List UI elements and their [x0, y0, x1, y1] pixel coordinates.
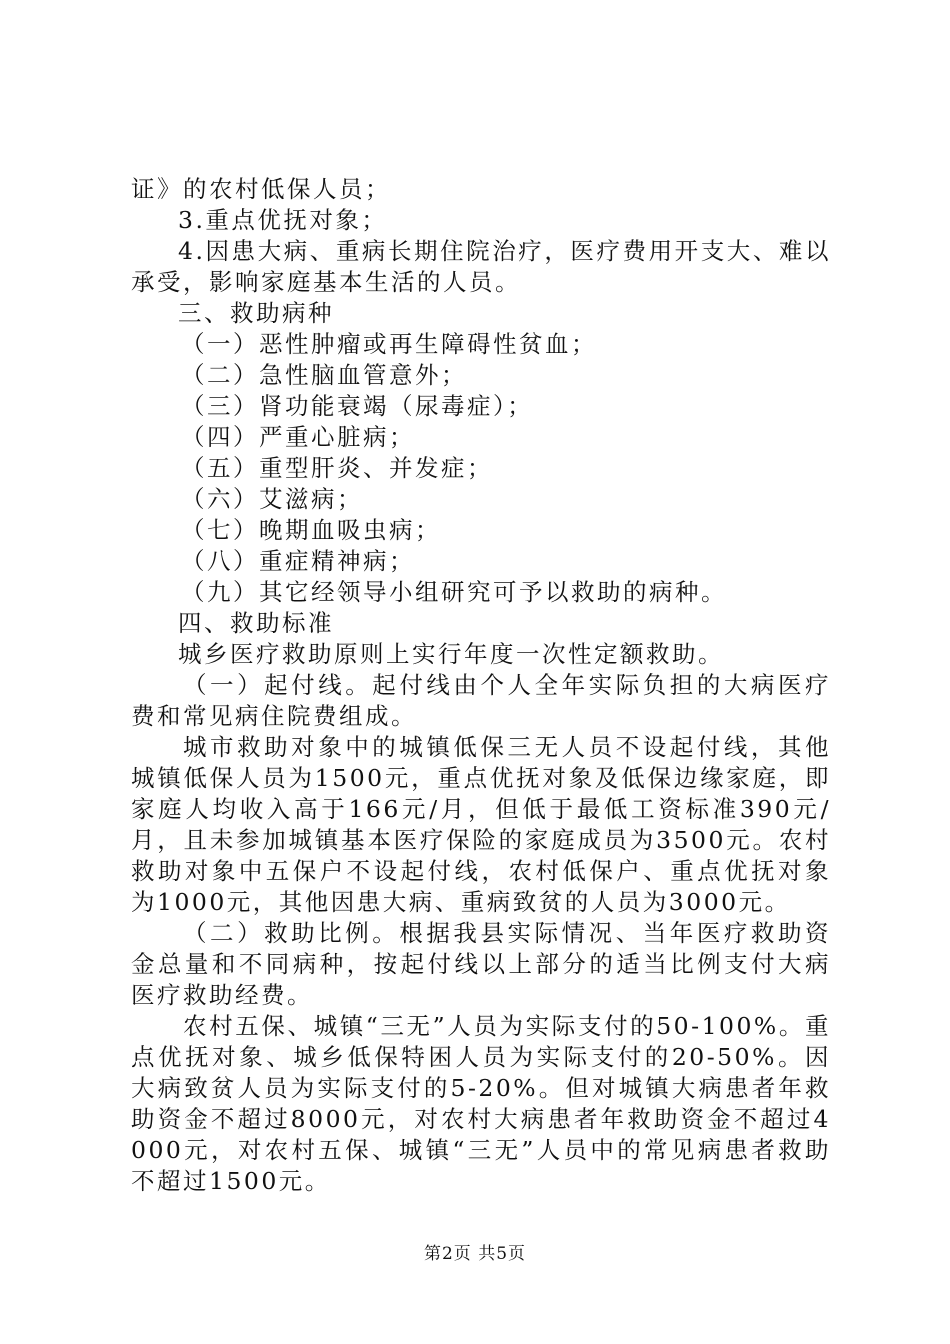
paragraph-standards-intro: 城乡医疗救助原则上实行年度一次性定额救助。	[178, 640, 724, 668]
disease-item-1: （一）恶性肿瘤或再生障碍性贫血；	[181, 330, 597, 358]
disease-item-9: （九）其它经领导小组研究可予以救助的病种。	[181, 578, 727, 606]
disease-item-4: （四）严重心脏病；	[181, 423, 415, 451]
disease-item-2: （二）急性脑血管意外；	[181, 361, 467, 389]
page-footer: 第2页 共5页	[423, 1244, 527, 1264]
disease-item-3: （三）肾功能衰竭（尿毒症）；	[181, 392, 534, 420]
paragraph-item-4: 4.因患大病、重病长期住院治疗，医疗费用开支大、难以承受，影响家庭基本生活的人员。	[131, 237, 831, 296]
paragraph-item-3: 3.重点优抚对象；	[178, 206, 388, 234]
disease-item-5: （五）重型肝炎、并发症；	[181, 454, 493, 482]
paragraph-ratio-details: 农村五保、城镇“三无”人员为实际支付的50-100%。重点优抚对象、城乡低保特困人员为实际支付的20-50%。因大病致贫人员为实际支付的5-20%。但对城镇大病患者年救助资金不超过8000元，对农村大病患者年救助资金不超过4000元，对农村五保、城镇“三无”人员中的常见病患者救助不超过1500元。	[131, 1012, 831, 1195]
paragraph-ratio: （二）救助比例。根据我县实际情况、当年医疗救助资金总量和不同病种，按起付线以上部分的适当比例支付大病医疗救助经费。	[131, 919, 831, 1009]
section-heading-standards: 四、救助标准	[178, 609, 334, 637]
paragraph-threshold-details: 城市救助对象中的城镇低保三无人员不设起付线，其他城镇低保人员为1500元，重点优抚对象及低保边缘家庭，即家庭人均收入高于166元/月，但低于最低工资标准390元/月，且未参加城镇基本医疗保险的家庭成员为3500元。农村救助对象中五保户不设起付线，农村低保户、重点优抚对象为1000元，其他因患大病、重病致贫的人员为3000元。	[131, 733, 831, 916]
disease-item-8: （八）重症精神病；	[181, 547, 415, 575]
document-body	[131, 174, 831, 1197]
paragraph-threshold: （一）起付线。起付线由个人全年实际负担的大病医疗费和常见病住院费组成。	[131, 671, 831, 730]
section-heading-diseases: 三、救助病种	[178, 299, 334, 327]
disease-item-6: （六）艾滋病；	[181, 485, 363, 513]
paragraph-continuation: 证》的农村低保人员；	[131, 175, 391, 203]
disease-item-7: （七）晚期血吸虫病；	[181, 516, 441, 544]
